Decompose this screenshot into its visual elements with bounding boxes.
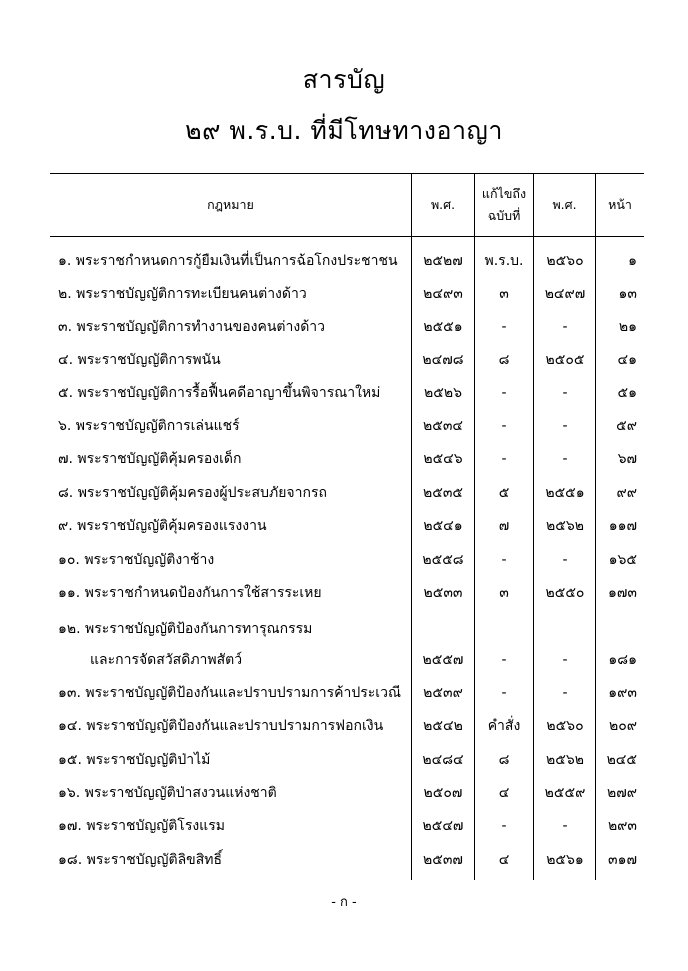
amended-year: - xyxy=(562,319,568,335)
law-name: ๒. พระราชบัญญัติการทะเบียนคนต่างด้าว xyxy=(58,286,307,302)
law-name: ๑๔. พระราชบัญญัติป้องกันและปราบปรามการฟอกเงิน xyxy=(58,718,384,734)
page-number-cell: ๕๙ xyxy=(616,418,637,434)
amended-year: - xyxy=(562,418,568,434)
law-name: ๕. พระราชบัญญัติการรื้อฟื้นคดีอาญาขึ้นพิจารณาใหม่ xyxy=(58,385,381,401)
law-name: ๘. พระราชบัญญัติคุ้มครองผู้ประสบภัยจากรถ xyxy=(58,485,327,501)
table-row xyxy=(0,514,688,538)
table-row xyxy=(0,714,688,738)
page-number-cell: ๒๑ xyxy=(618,319,637,335)
enact-year: ๒๕๕๗ xyxy=(422,652,464,668)
page-number-cell: ๖๗ xyxy=(617,451,637,467)
table-row xyxy=(0,781,688,805)
table-row xyxy=(0,748,688,772)
page-number-cell: ๕๑ xyxy=(617,385,637,401)
table-row xyxy=(0,249,688,273)
amended-year: ๒๕๖๐ xyxy=(546,253,584,269)
amended-year: ๒๕๖๐ xyxy=(546,718,584,734)
law-name: ๑๗. พระราชบัญญัติโรงแรม xyxy=(58,818,225,834)
enact-year: ๒๕๓๓ xyxy=(423,585,463,601)
amended-year: ๒๕๕๐ xyxy=(545,585,585,601)
enact-year: ๒๕๒๖ xyxy=(424,385,462,401)
law-name: ๑๐. พระราชบัญญัติงาช้าง xyxy=(58,552,215,568)
law-name: ๑. พระราชกำหนดการกู้ยืมเงินที่เป็นการฉ้อโกงประชาชน xyxy=(58,253,398,269)
amended-year: ๒๕๕๙ xyxy=(544,785,586,801)
amended-no: ๘ xyxy=(498,352,510,368)
amended-no: - xyxy=(501,652,507,668)
page-number-cell: ๔๑ xyxy=(617,352,637,368)
amended-no: ๕ xyxy=(498,485,510,501)
law-name: ๑๒. พระราชบัญญัติป้องกันการทารุณกรรม xyxy=(58,621,313,637)
page-number-cell: ๑๙๓ xyxy=(608,685,637,701)
law-name: ๑๘. พระราชบัญญัติลิขสิทธิ์ xyxy=(58,852,223,868)
law-name: ๑๖. พระราชบัญญัติป่าสงวนแห่งชาติ xyxy=(58,785,277,801)
table-row xyxy=(0,548,688,572)
amended-no: ๓ xyxy=(499,286,509,302)
amended-no: พ.ร.บ. xyxy=(484,253,524,269)
amended-no: - xyxy=(501,319,507,335)
page-number-cell: ๑๑๗ xyxy=(608,518,637,534)
page-number-cell: ๒๔๕ xyxy=(606,752,637,768)
table-row xyxy=(0,447,688,471)
table-row xyxy=(0,648,688,672)
amended-year: ๒๔๙๗ xyxy=(544,286,586,302)
page-number-cell: ๒๐๙ xyxy=(608,718,637,734)
page-subtitle: ๒๙ พ.ร.บ. ที่มีโทษทางอาญา xyxy=(185,116,503,145)
header-law: กฎหมาย xyxy=(207,197,254,212)
table-row xyxy=(0,348,688,372)
law-name: ๙. พระราชบัญญัติคุ้มครองแรงงาน xyxy=(58,518,267,534)
law-name: ๑๑. พระราชกำหนดป้องกันการใช้สารระเหย xyxy=(58,585,322,601)
page-number-cell: ๑๓ xyxy=(618,286,637,302)
table-row xyxy=(0,848,688,872)
amended-no: - xyxy=(501,418,507,434)
page-number-cell: ๓๑๗ xyxy=(608,852,637,868)
law-name: ๑๕. พระราชบัญญัติป่าไม้ xyxy=(58,752,211,768)
enact-year: ๒๕๐๗ xyxy=(423,785,463,801)
enact-year: ๒๕๕๑ xyxy=(423,319,463,335)
header-year: พ.ศ. xyxy=(430,197,456,212)
table-row xyxy=(0,617,688,641)
amended-year: - xyxy=(562,385,568,401)
amended-no: ๔ xyxy=(498,852,510,868)
header-amended-line1: แก้ไขถึง xyxy=(481,186,527,201)
table-row xyxy=(0,681,688,705)
page-number-cell: ๑๖๕ xyxy=(608,552,637,568)
amended-year: - xyxy=(562,552,568,568)
amended-year: ๒๕๕๑ xyxy=(545,485,585,501)
amended-no: ๓ xyxy=(499,585,509,601)
amended-no: - xyxy=(501,385,507,401)
amended-no: ๘ xyxy=(498,752,510,768)
table-row xyxy=(0,315,688,339)
header-year2: พ.ศ. xyxy=(552,197,577,212)
enact-year: ๒๕๕๘ xyxy=(422,552,464,568)
header-amended xyxy=(475,174,533,236)
amended-no: - xyxy=(501,685,507,701)
amended-year: - xyxy=(562,685,568,701)
page-number-cell: ๙๙ xyxy=(616,485,637,501)
page-number-cell: ๑ xyxy=(628,253,637,269)
amended-no: ๔ xyxy=(498,785,510,801)
header-amended-line2: ฉบับที่ xyxy=(487,208,521,223)
table-row xyxy=(0,381,688,405)
law-name: และการจัดสวัสดิภาพสัตว์ xyxy=(90,652,243,668)
law-name: ๑๓. พระราชบัญญัติป้องกันและปราบปรามการค้าประเวณี xyxy=(58,685,401,701)
enact-year: ๒๕๔๑ xyxy=(423,518,463,534)
page-number-cell: ๒๗๙ xyxy=(606,785,637,801)
amended-year: ๒๕๐๕ xyxy=(545,352,585,368)
law-name: ๖. พระราชบัญญัติการเล่นแชร์ xyxy=(58,418,240,434)
enact-year: ๒๕๒๗ xyxy=(423,253,463,269)
enact-year: ๒๔๗๘ xyxy=(422,352,464,368)
enact-year: ๒๕๔๒ xyxy=(423,718,463,734)
amended-year: ๒๕๖๑ xyxy=(546,852,584,868)
page-title: สารบัญ xyxy=(302,65,386,94)
table-header-rule xyxy=(50,236,644,237)
enact-year: ๒๔๙๓ xyxy=(423,286,463,302)
enact-year: ๒๕๓๕ xyxy=(423,485,463,501)
enact-year: ๒๔๘๔ xyxy=(422,752,464,768)
page-number: - ก - xyxy=(331,895,357,910)
page-number-cell: ๑๗๓ xyxy=(608,585,637,601)
law-name: ๗. พระราชบัญญัติคุ้มครองเด็ก xyxy=(58,451,242,467)
amended-year: - xyxy=(562,652,568,668)
table-row xyxy=(0,481,688,505)
amended-no: ๗ xyxy=(498,518,510,534)
page-number-cell: ๒๙๓ xyxy=(607,818,637,834)
table-row xyxy=(0,414,688,438)
enact-year: ๒๕๔๖ xyxy=(423,451,463,467)
table-row xyxy=(0,814,688,838)
amended-no: - xyxy=(501,451,507,467)
amended-no: คำสั่ง xyxy=(487,718,521,734)
amended-no: - xyxy=(501,552,507,568)
amended-year: ๒๕๖๒ xyxy=(546,752,584,768)
table-row xyxy=(0,581,688,605)
amended-year: - xyxy=(562,818,568,834)
law-name: ๓. พระราชบัญญัติการทำงานของคนต่างด้าว xyxy=(58,319,326,335)
page-number-cell: ๑๘๑ xyxy=(608,652,637,668)
enact-year: ๒๕๔๗ xyxy=(422,818,464,834)
table-row xyxy=(0,282,688,306)
amended-year: ๒๕๖๒ xyxy=(546,518,584,534)
amended-no: - xyxy=(501,818,507,834)
amended-year: - xyxy=(562,451,568,467)
header-page: หน้า xyxy=(608,197,632,212)
enact-year: ๒๕๓๗ xyxy=(423,852,463,868)
law-name: ๔. พระราชบัญญัติการพนัน xyxy=(58,352,221,368)
enact-year: ๒๕๓๙ xyxy=(423,685,463,701)
enact-year: ๒๕๓๔ xyxy=(423,418,463,434)
